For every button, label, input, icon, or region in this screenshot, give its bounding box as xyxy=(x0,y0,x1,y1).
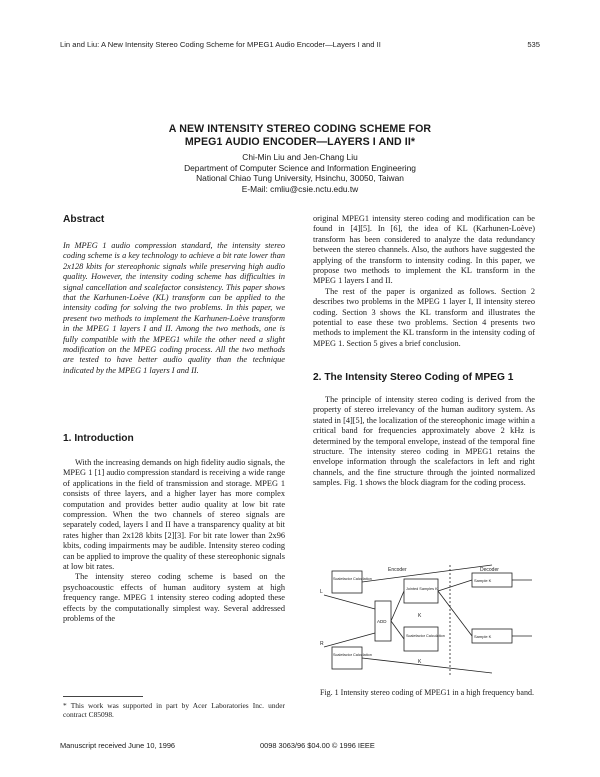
left-input-line xyxy=(324,595,375,609)
scalefactor-calc-bottom-label: Scalefactor Calculation xyxy=(333,653,372,657)
footnote-rule xyxy=(63,696,143,697)
jointed-to-sample-r-line xyxy=(438,591,472,636)
scalefactor-calc-mid-box xyxy=(404,627,438,651)
kl-label: K xyxy=(418,613,422,619)
jointed-to-sample-l-line xyxy=(438,580,472,591)
scalefactor-calc-bottom-box xyxy=(332,647,362,669)
right-column-body xyxy=(313,214,535,349)
intro-paragraph-2: The intensity stereo coding scheme is based on the psychoacoustic effects of human auditory system at high frequency range. MPEG 1 intensity stereo coding adopted these effects by the computationally simplest way. Several addressed problems of the xyxy=(63,572,285,624)
page-number: 535 xyxy=(527,40,540,49)
section-2-paragraph: The principle of intensity stereo coding is derived from the property of stereo irrelevancy of the human auditory system. As stated in [4][5], the localization of the stereophonic image within a critical band for frequencies approximately above 2 kHz is determined by the temporal envelope, instead of the temporal fine structure. The intensity stereo coding in MPEG1 retains the envelope information through the scalefactors in left and right channels, and the fine structure through the jointed normalized samples. Fig. 1 shows the block diagram for the coding process. xyxy=(313,395,535,488)
section-2-body xyxy=(313,395,535,489)
abstract-body xyxy=(63,241,285,376)
sample-r-label: Sample K xyxy=(474,634,492,639)
add-label: ADD xyxy=(377,619,387,624)
author-department: Department of Computer Science and Information Engineering xyxy=(184,162,416,173)
add-to-jointed-line xyxy=(391,591,404,621)
abstract-heading: Abstract xyxy=(63,214,105,225)
section-2-heading: 2. The Intensity Stereo Coding of MPEG 1 xyxy=(313,372,514,383)
running-title: Lin and Liu: A New Intensity Stereo Coding Scheme for MPEG1 Audio Encoder—Layers I and II xyxy=(60,40,381,49)
kr-label: K xyxy=(418,659,422,665)
introduction-body xyxy=(63,458,285,625)
right-paragraph-2: The rest of the paper is organized as follows. Section 2 describes two problems in the MPEG 1 layer I, II intensity stereo coding. Section 3 shows the KL transform and illustrates the potential to ease these two problems. Section 4 presents two methods to implement the KL transform in the intensity coding of MPEG 1. Section 5 gives a brief conclusion. xyxy=(313,286,535,348)
jointed-samples-label: Jointed Samples K xyxy=(406,587,438,591)
scalefactor-r-line xyxy=(362,658,492,673)
author-names: Chi-Min Liu and Jen-Chang Liu xyxy=(242,152,358,162)
intro-paragraph-1: With the increasing demands on high fidelity audio signals, the MPEG 1 [1] audio compression standard is receiving a wide range of applications in the field of transmission and storage. MPEG 1 consists of three layers, and a higher layer has more complex computation and provides better audio quality at low bit rate compression. When the two channels of stereo signals are separately coded, layers I and II have a transparency quality at bit rates higher than 2x128 kbits [2][3]. For bit rate lower than 2x96 kbits, coding impairments may be audible. Intensity stereo coding can be applied to improve the quality of these stereophonic signals at low bit rates. xyxy=(63,458,285,572)
author-email: E-Mail: cmliu@csie.nctu.edu.tw xyxy=(241,183,359,194)
scalefactor-calc-mid-label: Scalefactor Calculation xyxy=(406,634,445,638)
introduction-heading: 1. Introduction xyxy=(63,433,134,444)
input-r-label: R xyxy=(320,641,324,647)
sample-l-label: Sample K xyxy=(474,578,492,583)
author-block xyxy=(120,152,480,194)
title-line-1: A NEW INTENSITY STEREO CODING SCHEME FOR xyxy=(168,123,432,135)
right-input-line xyxy=(324,633,375,647)
jointed-samples-box xyxy=(404,579,438,603)
decoder-label: Decoder xyxy=(480,567,499,573)
input-l-label: L xyxy=(320,589,323,595)
footnote: * This work was supported in part by Acer Laboratories Inc. under contract C85098. xyxy=(63,701,285,719)
encoder-label: Encoder xyxy=(388,567,407,573)
manuscript-received: Manuscript received June 10, 1996 xyxy=(60,741,176,750)
figure-1-caption: Fig. 1 Intensity stereo coding of MPEG1 in a high frequency band. xyxy=(320,688,534,697)
scalefactor-calc-top-label: Scalefactor Calculation xyxy=(333,577,372,581)
right-paragraph-1: original MPEG1 intensity stereo coding and modification can be found in [4][5]. In [6], the idea of KL (Karhunen-Loève) transform has been considered to analyze the data redundancy between the stereo channels. Also, the authors have suggested the applying of the transform to intensity coding. In this paper, we propose two methods to implement the KL transform in the MPEG 1 layers I and II. xyxy=(313,214,535,286)
paper-title xyxy=(120,123,480,149)
author-university: National Chiao Tung University, Hsinchu, 30050, Taiwan xyxy=(196,173,404,183)
figure-1-diagram xyxy=(320,563,535,681)
abstract-text: In MPEG 1 audio compression standard, the intensity stereo coding scheme is a key technology to achieve a bit rate lower than 2x128 kbits for stereophonic signals while preserving high audio quality. However, the intensity coding scheme has difficulties in signal cancellation and scalefactor consistency. This paper shows that the Karhunen-Loève (KL) transform can be applied to the intensity coding for solving the two problems. In this paper, we present two methods to implement the Karhunen-Loève transform in the MPEG 1 layers I and II. Among the two methods, one is fully compatible with the MPEG1 while the other need a slight modification on the MPEG coding process. All the two methods are tested to have better audio quality than the technique indicated by the MPEG 1 layers I and II. xyxy=(63,241,285,375)
scalefactor-l-line xyxy=(362,565,492,582)
copyright-line: 0098 3063/96 $04.00 © 1996 IEEE xyxy=(260,741,375,750)
scalefactor-calc-top-box xyxy=(332,571,362,593)
title-line-2: MPEG1 AUDIO ENCODER—LAYERS I AND II* xyxy=(184,136,416,148)
add-to-calc-line xyxy=(391,621,404,639)
